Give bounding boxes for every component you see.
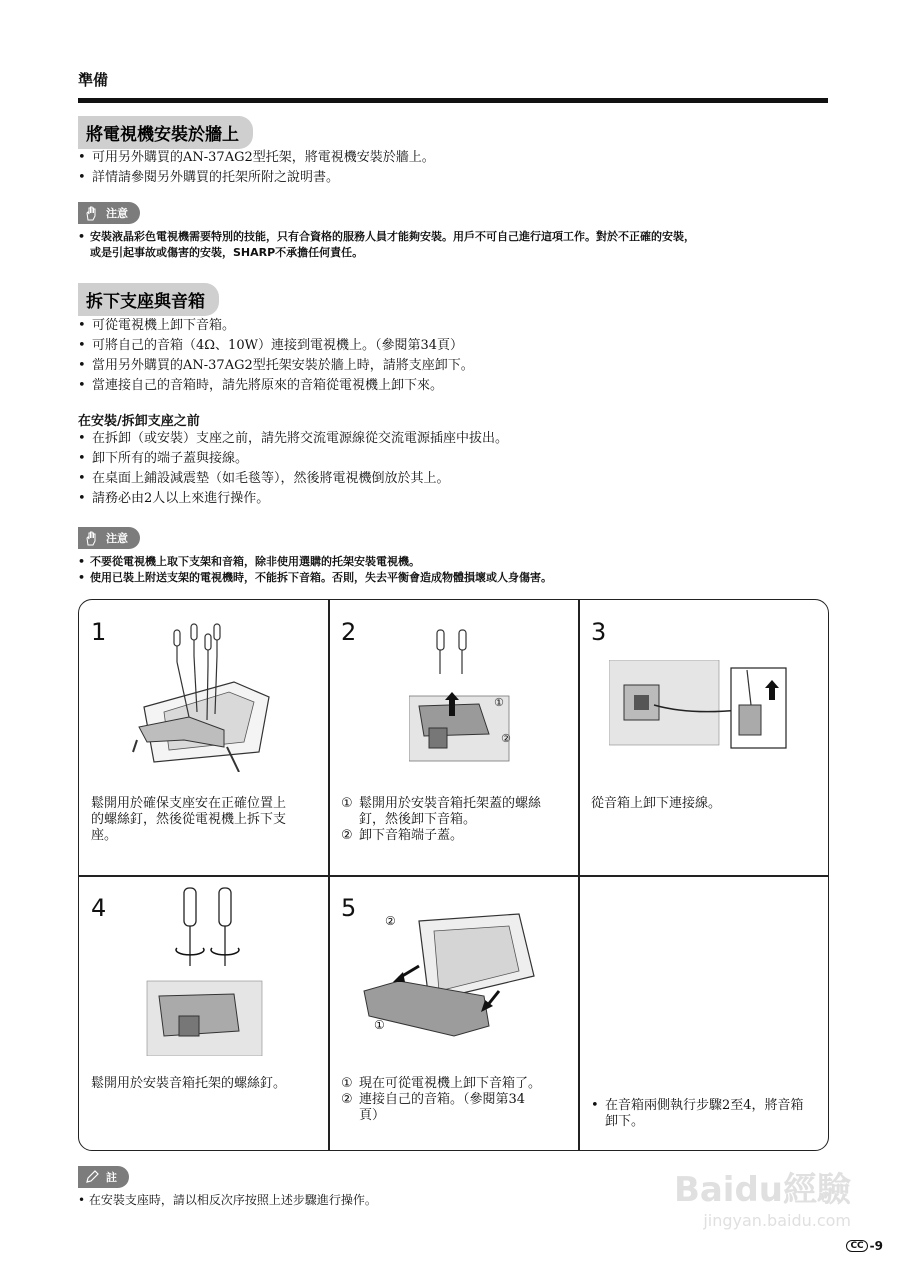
final-step-bullet <box>591 1098 823 1130</box>
step-3-text: 從音箱上卸下連接線。 <box>591 796 722 811</box>
step-4-illustration <box>139 886 269 1056</box>
callout-1: ① <box>374 1018 385 1032</box>
list-item: ② 連接自己的音箱。（參閱第34 頁） <box>341 1092 526 1123</box>
list-item: • 當連接自己的音箱時，請先將原來的音箱從電視機上卸下來。 <box>78 376 818 396</box>
step-3-illustration <box>609 660 789 755</box>
caution-badge-2 <box>78 527 140 549</box>
page-number <box>846 1239 883 1253</box>
list-item: • 在桌面上鋪設減震墊（如毛毯等），然後將電視機倒放於其上。 <box>78 469 818 489</box>
before-install-heading: 在安裝/拆卸支座之前 <box>78 414 200 429</box>
step-number: 2 <box>341 618 357 646</box>
caution-item: • 使用已裝上附送支架的電視機時，不能拆下音箱。否則，失去平衡會造成物體損壞或人身傷害。 <box>78 570 838 586</box>
step-5-text <box>341 1076 571 1124</box>
list-item: ② 卸下音箱端子蓋。 <box>341 828 464 843</box>
list-item: • 可用另外購買的AN-37AG2型托架，將電視機安裝於牆上。 <box>78 148 818 168</box>
step-1-illustration <box>129 622 279 772</box>
caution-label: 注意 <box>106 532 128 545</box>
list-item: ① 現在可從電視機上卸下音箱了。 <box>341 1076 542 1091</box>
list-item: ① 鬆開用於安裝音箱托架蓋的螺絲 釘，然後卸下音箱。 <box>341 796 542 827</box>
section-rule <box>78 98 828 103</box>
caution-badge <box>78 202 140 224</box>
stand-removal-caution <box>78 554 838 586</box>
step-number: 5 <box>341 894 357 922</box>
callout-1: ① <box>494 696 504 709</box>
callout-2: ② <box>385 914 396 928</box>
step-2-text <box>341 796 571 844</box>
step-1 <box>79 600 329 876</box>
before-install-bullets <box>78 429 818 509</box>
step-number: 4 <box>91 894 107 922</box>
caution-label: 注意 <box>106 207 128 220</box>
hand-icon <box>84 530 100 546</box>
list-item: • 卸下所有的端子蓋與接線。 <box>78 449 818 469</box>
step-2 <box>329 600 579 876</box>
wall-mount-bullets <box>78 148 818 188</box>
pencil-icon <box>84 1169 100 1185</box>
step-4 <box>79 876 329 1150</box>
section-title: 準備 <box>78 71 109 89</box>
step-1-text: 鬆開用於確保支座安在正確位置上 的螺絲釘，然後從電視機上拆下支 座。 <box>91 796 287 843</box>
watermark <box>674 1162 851 1230</box>
hand-icon <box>84 205 100 221</box>
step-number: 3 <box>591 618 607 646</box>
step-5 <box>329 876 579 1150</box>
note-badge <box>78 1166 129 1188</box>
cc-badge: CC <box>846 1240 867 1252</box>
step-3 <box>579 600 829 876</box>
final-note: • 在安裝支座時，請以相反次序按照上述步驟進行操作。 <box>78 1193 377 1207</box>
wall-mount-caution <box>78 229 838 261</box>
step-6-note <box>579 876 829 1150</box>
stand-removal-bullets <box>78 316 818 396</box>
list-item: • 請務必由2人以上來進行操作。 <box>78 489 818 509</box>
watermark-logo: Baidu經驗 <box>673 1170 851 1210</box>
watermark-url: jingyan.baidu.com <box>703 1211 851 1230</box>
list-item: • 詳情請參閱另外購買的托架所附之說明書。 <box>78 168 818 188</box>
list-item: • 在拆卸（或安裝）支座之前，請先將交流電源線從交流電源插座中拔出。 <box>78 429 818 449</box>
list-item: • 可從電視機上卸下音箱。 <box>78 316 818 336</box>
stand-removal-heading: 拆下支座與音箱 <box>78 283 219 316</box>
step-number: 1 <box>91 618 107 646</box>
list-item: • 在音箱兩側執行步驟2至4，將音箱 卸下。 <box>591 1098 823 1130</box>
caution-item: • 不要從電視機上取下支架和音箱，除非使用選購的托架安裝電視機。 <box>78 554 838 570</box>
steps-grid <box>78 599 829 1151</box>
callout-2: ② <box>501 732 511 745</box>
caution-item: • 安裝液晶彩色電視機需要特別的技能，只有合資格的服務人員才能夠安裝。用戶不可自己進行這項工作。對於不正確的安裝， 或是引起事故或傷害的安裝，SHARP不承擔任何責任。 <box>78 229 838 261</box>
list-item: • 可將自己的音箱（4Ω、10W）連接到電視機上。（參閱第34頁） <box>78 336 818 356</box>
page-number-text: -9 <box>869 1239 883 1253</box>
wall-mount-heading: 將電視機安裝於牆上 <box>78 116 253 149</box>
list-item: • 當用另外購買的AN-37AG2型托架安裝於牆上時，請將支座卸下。 <box>78 356 818 376</box>
step-4-text: 鬆開用於安裝音箱托架的螺絲釘。 <box>91 1076 287 1091</box>
note-label: 註 <box>106 1171 117 1184</box>
